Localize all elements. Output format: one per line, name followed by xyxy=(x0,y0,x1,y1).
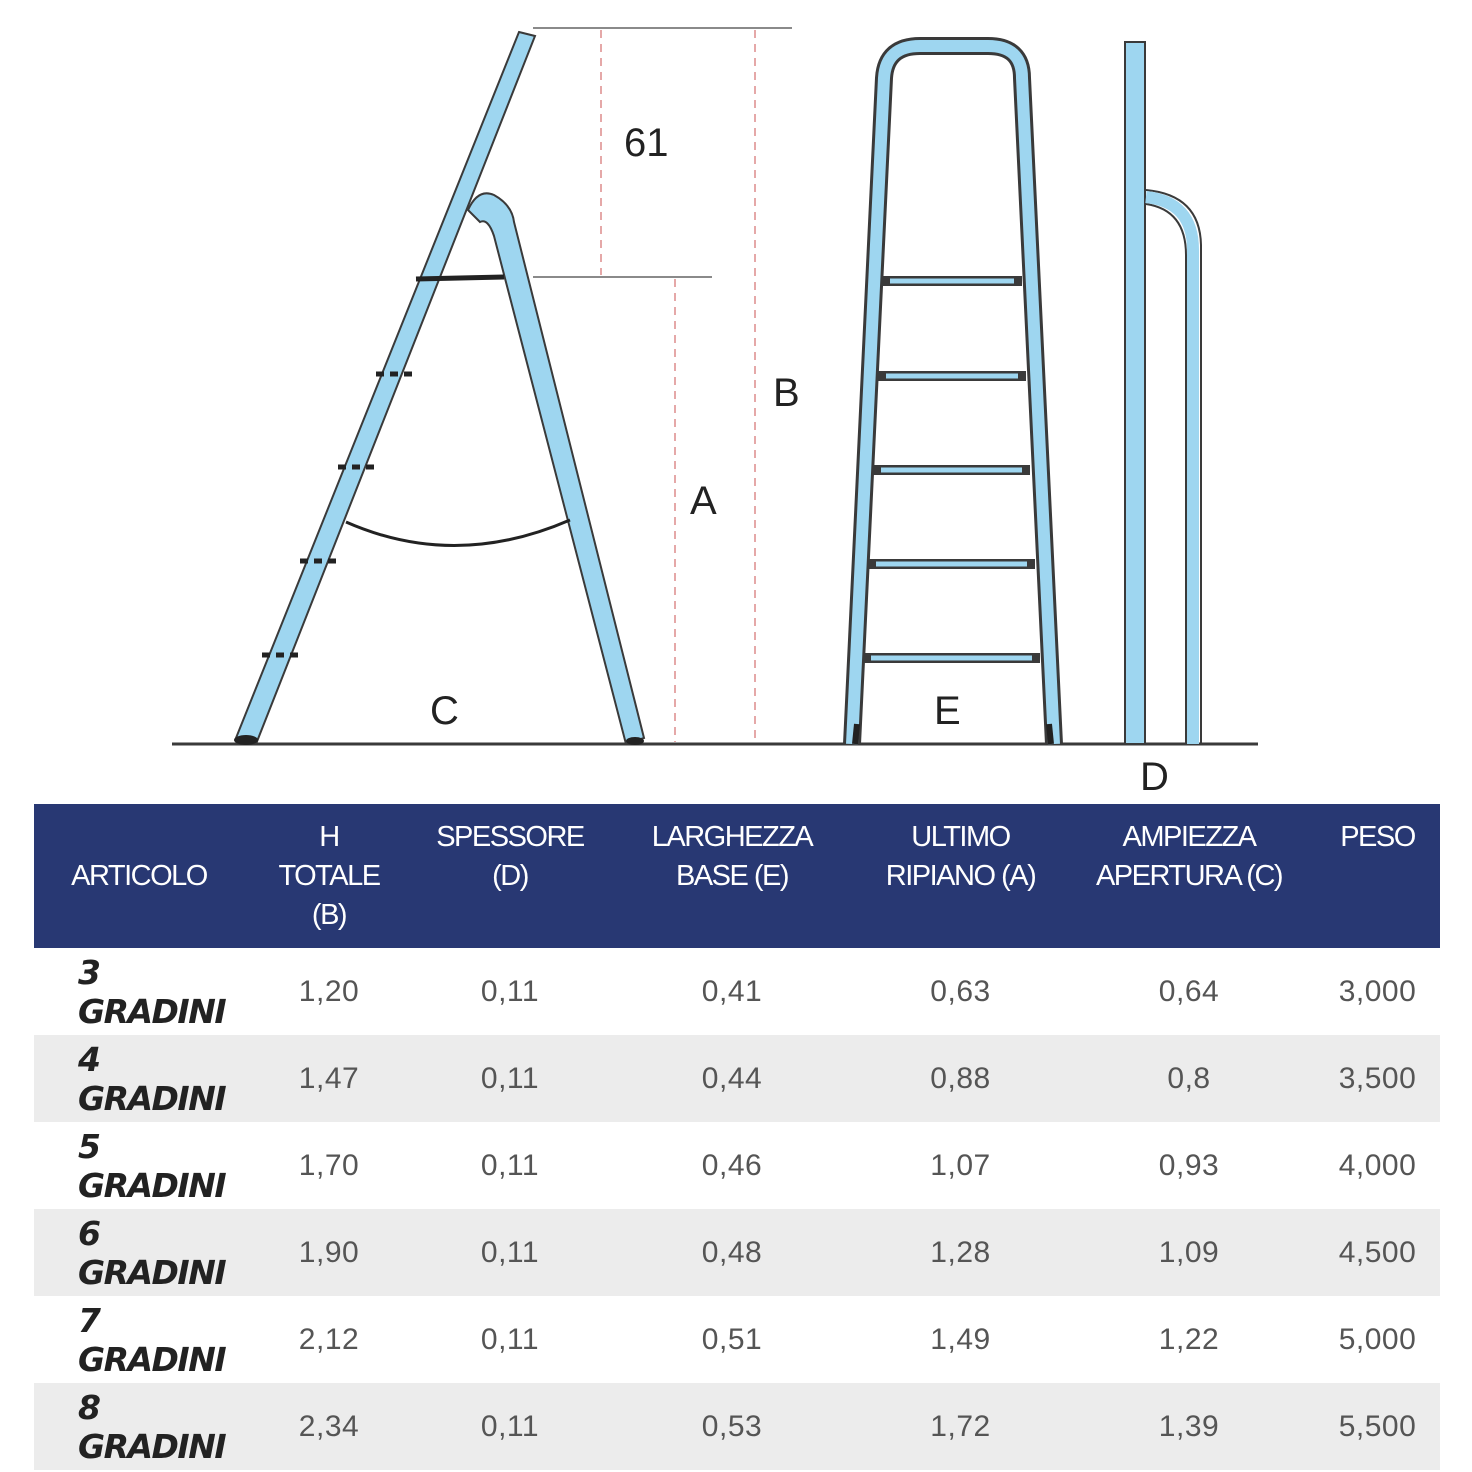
cell-articolo: 4 GRADINI xyxy=(78,1039,226,1118)
table-row xyxy=(34,1383,1440,1470)
specifications-table xyxy=(34,804,1440,1470)
cell-ultimo-ripiano: 1,28 xyxy=(930,1235,991,1269)
cell-spessore: 0,11 xyxy=(480,1148,540,1182)
cell-larghezza: 0,44 xyxy=(701,1061,763,1095)
cell-ultimo-ripiano: 1,07 xyxy=(930,1148,991,1182)
table-row xyxy=(34,1122,1440,1209)
cell-spessore: 0,11 xyxy=(480,974,540,1008)
header-peso: PESO xyxy=(1340,821,1415,853)
cell-peso: 3,000 xyxy=(1338,974,1417,1008)
cell-h-totale: 2,34 xyxy=(298,1409,360,1443)
cell-peso: 4,000 xyxy=(1338,1148,1417,1182)
cell-larghezza: 0,51 xyxy=(701,1322,763,1356)
cell-ampiezza: 1,22 xyxy=(1158,1322,1220,1356)
label-thickness: D xyxy=(1140,755,1169,799)
label-base-width: E xyxy=(934,689,961,733)
cell-peso: 5,500 xyxy=(1338,1409,1417,1443)
cell-ampiezza: 0,8 xyxy=(1167,1061,1211,1095)
cell-peso: 5,000 xyxy=(1338,1322,1417,1356)
folded-ladder-view xyxy=(1125,42,1201,744)
header-h-totale: H TOTALE (B) xyxy=(278,821,380,931)
label-last-step: A xyxy=(690,479,717,523)
cell-articolo: 3 GRADINI xyxy=(78,952,226,1031)
label-top-step: 61 xyxy=(624,121,669,165)
cell-articolo: 7 GRADINI xyxy=(78,1300,226,1379)
cell-larghezza: 0,53 xyxy=(701,1409,763,1443)
cell-larghezza: 0,41 xyxy=(701,974,763,1008)
header-spessore: SPESSORE (D) xyxy=(436,821,584,892)
cell-ampiezza: 1,09 xyxy=(1158,1235,1220,1269)
cell-peso: 3,500 xyxy=(1338,1061,1417,1095)
cell-ultimo-ripiano: 1,72 xyxy=(930,1409,991,1443)
table-row xyxy=(34,1209,1440,1296)
label-total-height: B xyxy=(773,371,800,415)
cell-articolo: 5 GRADINI xyxy=(78,1126,226,1205)
cell-h-totale: 1,70 xyxy=(298,1148,360,1182)
cell-h-totale: 1,90 xyxy=(298,1235,360,1269)
side-view-ladder xyxy=(234,32,644,745)
cell-spessore: 0,11 xyxy=(480,1409,540,1443)
header-ultimo-ripiano: ULTIMO RIPIANO (A) xyxy=(885,821,1036,892)
cell-larghezza: 0,46 xyxy=(701,1148,763,1182)
cell-h-totale: 2,12 xyxy=(298,1322,360,1356)
front-view-ladder xyxy=(852,46,1054,744)
cell-articolo: 6 GRADINI xyxy=(78,1213,226,1292)
cell-ultimo-ripiano: 0,88 xyxy=(930,1061,991,1095)
table-header-row xyxy=(34,804,1440,948)
cell-articolo: 8 GRADINI xyxy=(78,1387,226,1466)
cell-peso: 4,500 xyxy=(1338,1235,1417,1269)
table-row xyxy=(34,948,1440,1035)
header-articolo: ARTICOLO xyxy=(71,859,207,892)
cell-spessore: 0,11 xyxy=(480,1061,540,1095)
table-row xyxy=(34,1296,1440,1383)
cell-ampiezza: 0,64 xyxy=(1158,974,1220,1008)
cell-larghezza: 0,48 xyxy=(701,1235,763,1269)
cell-ampiezza: 0,93 xyxy=(1158,1148,1220,1182)
cell-spessore: 0,11 xyxy=(480,1235,540,1269)
cell-ultimo-ripiano: 0,63 xyxy=(930,974,991,1008)
cell-h-totale: 1,47 xyxy=(298,1061,360,1095)
label-opening: C xyxy=(430,689,459,733)
table-row xyxy=(34,1035,1440,1122)
cell-ampiezza: 1,39 xyxy=(1158,1409,1220,1443)
header-larghezza-base: LARGHEZZA BASE (E) xyxy=(651,821,813,892)
cell-h-totale: 1,20 xyxy=(298,974,360,1008)
cell-spessore: 0,11 xyxy=(480,1322,540,1356)
cell-ultimo-ripiano: 1,49 xyxy=(930,1322,991,1356)
header-ampiezza-apertura: AMPIEZZA APERTURA (C) xyxy=(1095,821,1283,892)
